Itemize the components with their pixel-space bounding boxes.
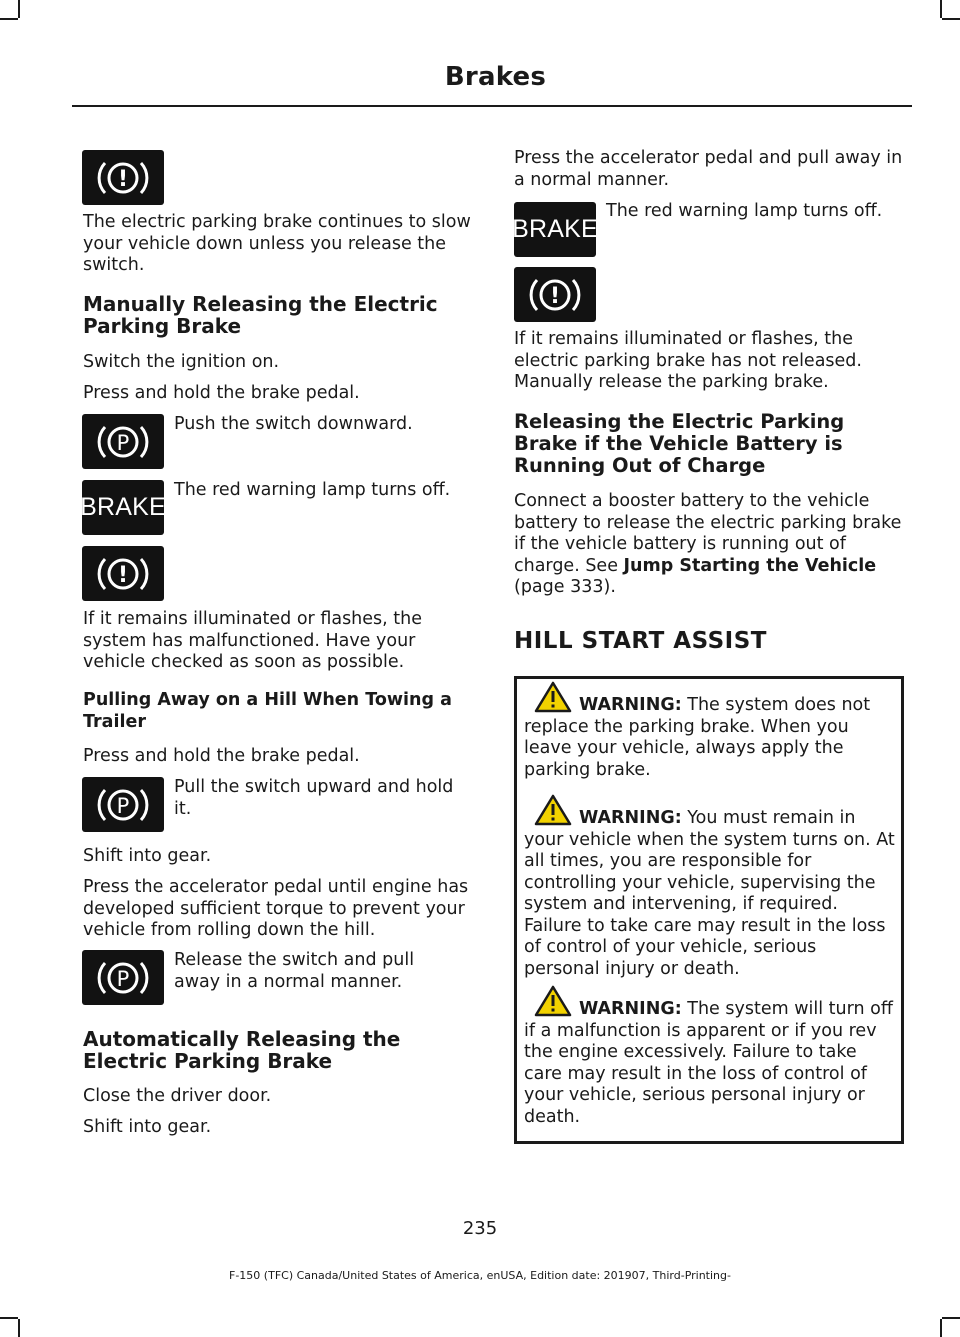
paragraph: Shift into gear. bbox=[83, 1117, 212, 1137]
p-glyph: P bbox=[116, 430, 130, 455]
warning-item bbox=[524, 985, 896, 1128]
warning-item bbox=[524, 681, 896, 781]
crop-mark bbox=[942, 18, 960, 20]
crop-mark bbox=[942, 1317, 960, 1319]
paragraph: The red warning lamp turns off. bbox=[606, 201, 883, 221]
paragraph: If it remains illuminated or flashes, the electric parking brake has not released. Manually release the parking brake. bbox=[514, 329, 862, 392]
paragraph: Push the switch downward. bbox=[174, 414, 413, 434]
warning-label: WARNING: bbox=[579, 695, 682, 715]
paragraph: Press and hold the brake pedal. bbox=[83, 746, 360, 766]
crop-mark bbox=[940, 1319, 942, 1337]
brake-warning-icon bbox=[82, 546, 164, 601]
paragraph: If it remains illuminated or flashes, the system has malfunctioned. Have your vehicle checked as soon as possible. bbox=[83, 609, 423, 672]
brake-text-icon bbox=[514, 202, 596, 257]
warning-text: The system will turn off if a malfunction is apparent or if you rev the engine excessively. Failure to take care may result in the loss of control of your vehicle, serious personal injury or death. bbox=[524, 999, 893, 1127]
paragraph: The red warning lamp turns off. bbox=[174, 480, 451, 500]
paragraph: Shift into gear. bbox=[83, 846, 212, 866]
paragraph: Pull the switch upward and hold it. bbox=[174, 777, 454, 819]
warning-box bbox=[514, 676, 904, 1144]
warning-label: WARNING: bbox=[579, 999, 682, 1019]
cross-reference-link[interactable]: Jump Starting the Vehicle bbox=[623, 555, 877, 576]
warning-triangle-icon bbox=[534, 794, 572, 826]
paragraph: Press the accelerator pedal until engine has developed sufficient torque to prevent your vehicle from rolling down the hill. bbox=[83, 877, 469, 940]
parking-brake-icon bbox=[82, 414, 164, 469]
brake-warning-icon bbox=[514, 267, 596, 322]
crop-mark bbox=[0, 1317, 18, 1319]
brake-warning-icon bbox=[82, 150, 164, 205]
brake-label: BRAKE bbox=[80, 493, 166, 521]
page-number: 235 bbox=[462, 1218, 498, 1239]
booster-text: Connect a booster battery to the vehicle battery to release the electric parking brake if the vehicle battery is running out of charge. See bbox=[514, 491, 902, 576]
parking-brake-icon bbox=[82, 950, 164, 1005]
warning-label: WARNING: bbox=[579, 808, 682, 828]
warning-item bbox=[524, 794, 896, 980]
page-reference: (page 333). bbox=[514, 577, 616, 597]
paragraph: Press the accelerator pedal and pull away in a normal manner. bbox=[514, 148, 903, 190]
paragraph: The electric parking brake continues to slow your vehicle down unless you release the switch. bbox=[83, 212, 471, 275]
warning-text: You must remain in your vehicle when the system turns on. At all times, you are responsible for controlling your vehicle, supervising the system and intervening, if required. Failure to take care may result in the loss of control of your vehicle, serious personal injury or death. bbox=[524, 808, 895, 979]
paragraph: Switch the ignition on. bbox=[83, 352, 280, 372]
exclamation-glyph: ! bbox=[117, 166, 129, 192]
paragraph: Release the switch and pull away in a normal manner. bbox=[174, 950, 415, 992]
paragraph: Close the driver door. bbox=[83, 1086, 272, 1106]
paragraph: Press and hold the brake pedal. bbox=[83, 383, 360, 403]
section-heading: Automatically Releasing the Electric Parking Brake bbox=[83, 1027, 401, 1073]
warning-text: The system does not replace the parking brake. When you leave your vehicle, always apply the parking brake. bbox=[524, 695, 871, 780]
warning-triangle-icon bbox=[534, 985, 572, 1017]
paragraph bbox=[514, 491, 910, 599]
crop-mark bbox=[18, 1319, 20, 1337]
exclamation-glyph: ! bbox=[549, 283, 561, 309]
brake-text-icon bbox=[82, 480, 164, 535]
p-glyph: P bbox=[116, 793, 130, 818]
page-title: Brakes bbox=[444, 62, 546, 92]
chapter-heading: HILL START ASSIST bbox=[514, 628, 767, 654]
p-glyph: P bbox=[116, 966, 130, 991]
section-heading: Releasing the Electric Parking Brake if the Vehicle Battery is Running Out of Charge bbox=[514, 410, 845, 477]
subsection-heading: Pulling Away on a Hill When Towing a Trailer bbox=[83, 690, 452, 732]
header-rule bbox=[72, 105, 912, 107]
exclamation-glyph: ! bbox=[117, 562, 129, 588]
crop-mark bbox=[940, 0, 942, 18]
edition-footer: F-150 (TFC) Canada/United States of America, enUSA, Edition date: 201907, Third-Printing- bbox=[229, 1269, 731, 1282]
brake-label: BRAKE bbox=[512, 215, 598, 243]
crop-mark bbox=[18, 0, 20, 18]
section-heading: Manually Releasing the Electric Parking Brake bbox=[83, 292, 438, 338]
parking-brake-icon bbox=[82, 777, 164, 832]
crop-mark bbox=[0, 18, 18, 20]
warning-triangle-icon bbox=[534, 681, 572, 713]
